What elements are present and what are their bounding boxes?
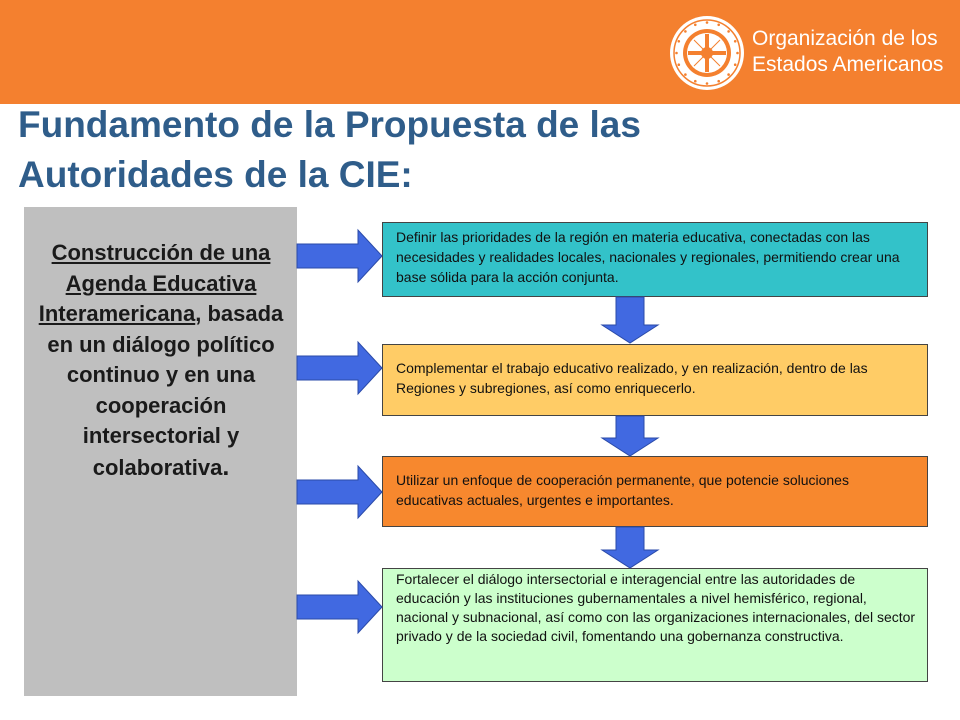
right-arrow-icon <box>297 466 382 518</box>
right-arrow-icon <box>297 342 382 394</box>
org-name-line1: Organización de los <box>752 27 938 50</box>
right-arrow-icon <box>297 230 382 282</box>
agenda-description: basada en un diálogo político continuo y en una cooperación intersectorial y <box>47 301 284 448</box>
agenda-period: . <box>222 452 230 481</box>
goal-box-4: Fortalecer el diálogo intersectorial e interagencial entre las autoridades de educación y las instituciones gubernamentales a nivel hemisférico, regional, nacional y subnacional, así como con las organizaciones internacionales, del sector privado y de la sociedad civil, fomentando una gobernanza constructiva. <box>382 568 928 682</box>
agenda-last-word: colaborativa <box>92 454 223 480</box>
down-arrow-icon <box>602 527 658 568</box>
slide-title-line2: Autoridades de la CIE: <box>18 154 413 195</box>
goal-box-2: Complementar el trabajo educativo realizado, y en realización, dentro de las Regiones y subregiones, así como enriquecerlo. <box>382 344 928 416</box>
right-arrow-icon <box>297 581 382 633</box>
goal-box-3: Utilizar un enfoque de cooperación permanente, que potencie soluciones educativas actuales, urgentes e importantes. <box>382 456 928 527</box>
agenda-comma: , <box>195 301 202 326</box>
down-arrow-icon <box>602 297 658 343</box>
agenda-title: Construcción de una Agenda Educativa Interamericana <box>38 240 271 326</box>
slide-title-line1: Fundamento de la Propuesta de las <box>18 104 641 145</box>
org-name-line2: Estados Americanos <box>752 53 944 76</box>
down-arrow-icon <box>602 416 658 456</box>
goal-box-1: Definir las prioridades de la región en materia educativa, conectadas con las necesidades y realidades locales, nacionales y regionales, permitiendo crear una base sólida para la acción conjunta. <box>382 222 928 297</box>
